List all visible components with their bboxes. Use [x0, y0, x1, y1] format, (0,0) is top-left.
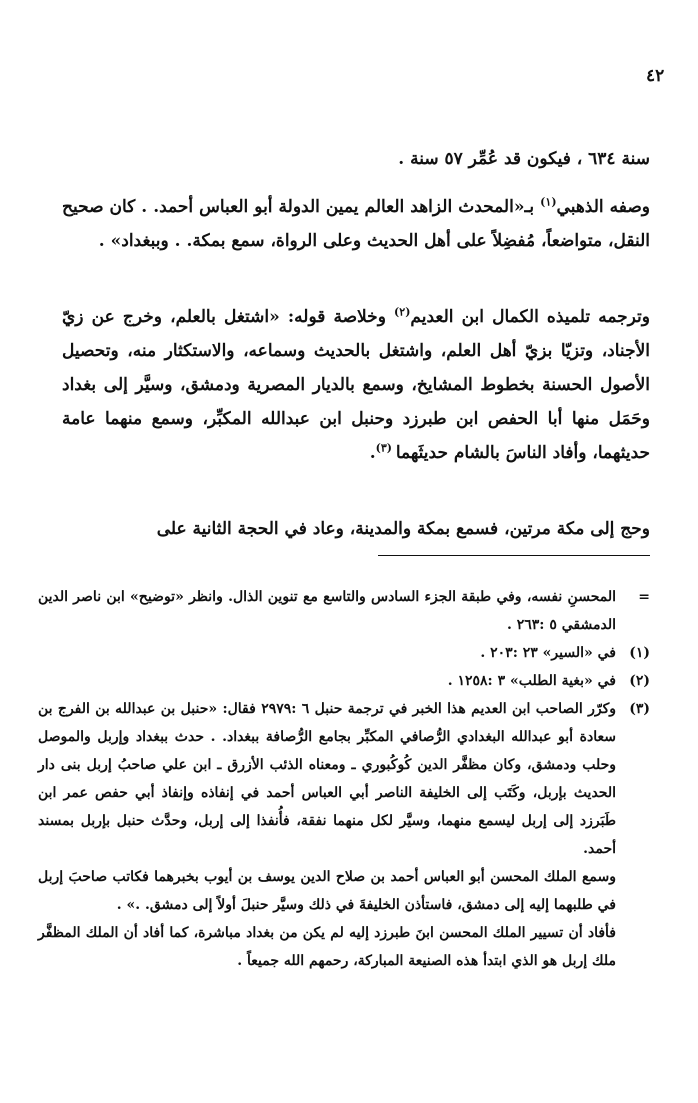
- footnote-3-text-c: فأفاد أن تسيير الملك المحسن ابنَ طبرزد إليه لم يكن من بغداد مباشرة، كما أفاد أن الملك المظفَّر ملك إربل هو الذي ابتدأ هذه الصنيعة المباركة، رحمهم الله جميعاً .: [38, 925, 616, 969]
- footnote-continuation-text: المحسنِ نفسه، وفي طبقة الجزء السادس والتاسع مع تنوين الذال. وانظر «توضيح» ابن ناصر الدين الدمشقي ٥ :٢٦٣ .: [38, 589, 616, 633]
- footnotes: [38, 583, 650, 975]
- paragraph-3-text-b: وخلاصة قوله: «اشتغل بالعلم، وخرج عن زيّ الأجناد، وتزيّا بزيّ أهل العلم، واشتغل بالحديث وسماعه، والاستكثار منه، وتحصيل الأصول الحسنة بخطوط المشايخ، وسمع بالديار المصرية ودمشق، وسيَّر إلى بغداد وحَمَل منها أبا الحفص ابن طبرزد وحنبل ابن عبدالله المكبِّر، وسمع منهما عامة حديثهما، وأفاد الناسَ بالشام حديثَهما: [62, 307, 650, 463]
- footnote-1-marker: (١): [629, 645, 650, 661]
- footnote-1-text: في «السير» ٢٣ :٢٠٣ .: [480, 645, 616, 661]
- footnote-1: [38, 639, 650, 667]
- page-number: ٤٢: [646, 66, 665, 86]
- paragraph-4: [62, 512, 650, 546]
- footnote-divider: [378, 555, 650, 556]
- paragraph-2-text-b: بـ«المحدث الزاهد العالم يمين الدولة أبو العباس أحمد. . كان صحيح النقل، متواضعاً، مُفضِلاً على أهل الحديث وعلى الرواة، سمع بمكة. . وببغداد» .: [62, 197, 650, 251]
- paragraph-1-text: سنة ٦٣٤ ، فيكون قد عُمِّر ٥٧ سنة .: [398, 149, 650, 169]
- footnote-2: [38, 667, 650, 695]
- footnote-2-marker: (٢): [629, 673, 650, 689]
- footnote-ref-2: (٢): [394, 305, 411, 319]
- footnote-2-text: في «بغية الطلب» ٣ :١٢٥٨ .: [447, 673, 616, 689]
- footnote-continuation: [38, 583, 650, 639]
- continuation-marker: =: [638, 589, 650, 605]
- footnote-ref-3: (٣): [375, 441, 396, 455]
- footnote-3: [38, 695, 650, 863]
- paragraph-2: [62, 190, 650, 258]
- paragraph-1: [62, 142, 650, 176]
- footnote-3-text-a: وكرّر الصاحب ابن العديم هذا الخبر في ترجمة حنبل ٦ :٢٩٧٩ فقال: «حنبل بن عبدالله بن الفرج بن سعادة أبو عبدالله البغدادي الرُّصافي المكبِّر بجامع الرُّصافة ببغداد. . حدث ببغداد وإربل والموصل وحلب ودمشق، وكان مظفَّر الدين كُوكُبوري ـ ومعناه الذئب الأزرق ـ ابن علي صاحبُ إربل بنى دار الحديث بإربل، وكَتَب إلى الخليفة الناصر أبي العباس أحمد في إنفاذه وإنفاذ أبي حفص عمر ابن طَبَرزد إلى إربل ليسمع منهما، وسيَّر لكل منهما نفقة، فأُنفذا إلى إربل، وحدَّث حنبل بإربل بمسند أحمد.: [38, 701, 616, 857]
- paragraph-2-text-a: وصفه الذهبي: [556, 197, 650, 217]
- paragraph-3-text-a: وترجمه تلميذه الكمال ابن العديم: [410, 307, 650, 327]
- footnote-ref-1: (١): [540, 195, 557, 209]
- footnote-3-marker: (٣): [629, 701, 650, 717]
- footnote-3-text-b: وسمع الملك المحسن أبو العباس أحمد بن صلاح الدين يوسف بن أيوب بخبرهما فكاتب صاحبَ إربل في طلبهما إليه إلى دمشق، فاستأذن الخليفةَ في ذلك وسيَّر حنبلَ أولاً إلى دمشق. .» .: [38, 869, 616, 913]
- paragraph-3: [62, 300, 650, 470]
- paragraph-4-text: وحج إلى مكة مرتين، فسمع بمكة والمدينة، وعاد في الحجة الثانية على: [156, 519, 650, 539]
- paragraph-3-text-c: .: [369, 443, 376, 463]
